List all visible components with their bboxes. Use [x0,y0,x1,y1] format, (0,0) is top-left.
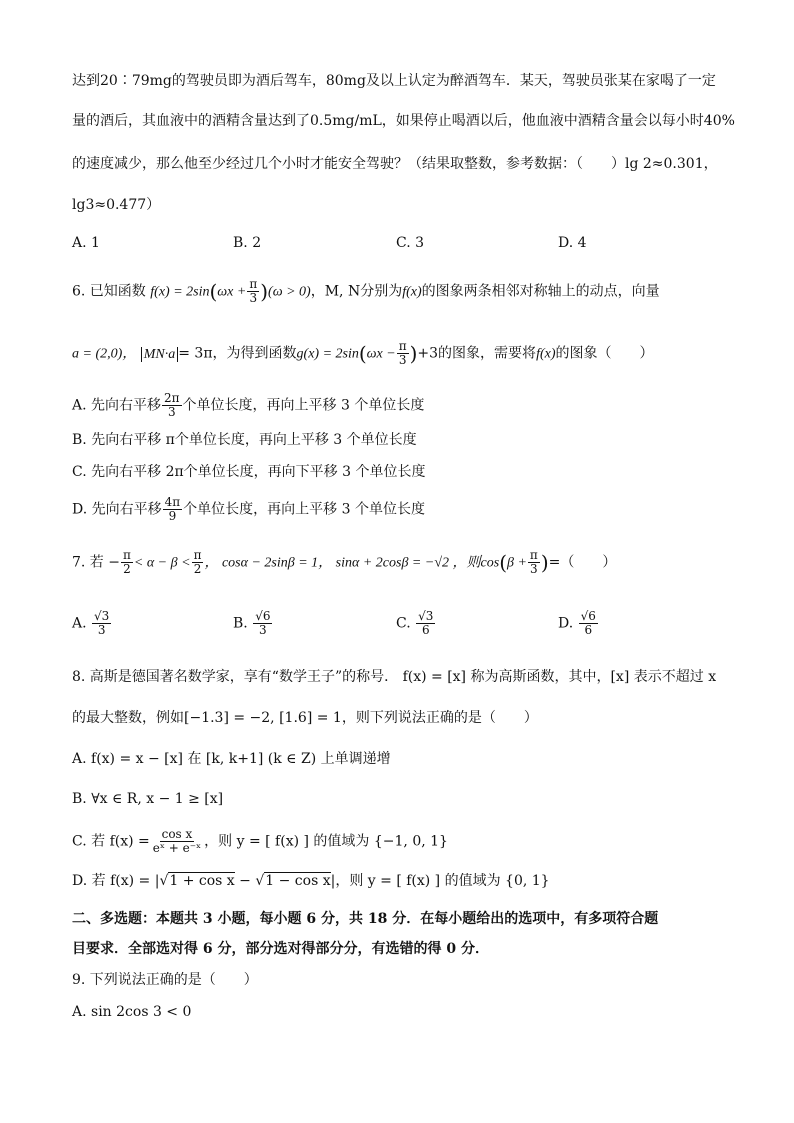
q8-line-2: 的最大整数，例如[−1.3] = −2, [1.6] = 1，则下列说法正确的是（ ） [72,710,538,726]
q5-option-b: B. 2 [233,235,262,251]
q7-option-a: A. $\frac{√3}{3}$ [72,609,110,637]
q8-line-1: 8. 高斯是德国著名数学家，享有“数学王子”的称号． f(x) = [x] 称为高斯函数，其中，[x] 表示不超过 x [72,669,717,685]
q7-stem: 7. 若 − $\frac{\pi}{2}$ < α − β < $\frac{\pi}{2}$ ， cosα − 2sinβ = 1， sinα + 2cosβ = −√2 ，则cos(β + $\frac{\pi}{3}$ )=（ ） [72,548,617,576]
q6-stem-line-1: 6. 已知函数 f(x) = 2sin(ωx + $\frac{\pi}{3}$ )(ω > 0)，M, N分别为f(x)的图象两条相邻对称轴上的动点，向量 [72,277,660,305]
q5-line-1: 达到20∶79mg的驾驶员即为酒后驾车，80mg及以上认定为醉酒驾车．某天，驾驶员张某在家喝了一定 [72,73,716,89]
q5-line-4: lg3≈0.477） [72,197,161,213]
q7-option-c: C. $\frac{√3}{6}$ [396,609,434,637]
vector-dot-abs: MN·a [141,347,179,362]
q6-option-c: C. 先向右平移 2π个单位长度，再向下平移 3 个单位长度 [72,464,426,480]
q6-option-d: D. 先向右平移 $\frac{4\pi}{9}$ 个单位长度，再向上平移 3 个单位长度 [72,495,425,523]
q5-option-a: A. 1 [72,235,100,251]
q8-option-d: D. 若 f(x) = |√1 + cos x − √1 − cos x|，则 y = [ f(x) ] 的值域为 {0, 1} [72,873,550,889]
q9-stem: 9. 下列说法正确的是（ ） [72,972,258,988]
q9-option-a: A. sin 2cos 3 < 0 [72,1004,192,1020]
pi-over-3-fraction: $\frac{\pi}{3}$ [249,277,258,305]
q5-option-c: C. 3 [396,235,425,251]
q7-option-d: D. $\frac{√6}{6}$ [558,609,596,637]
section-2-heading-line-1: 二、多选题：本题共 3 小题，每小题 6 分，共 18 分．在每小题给出的选项中，有多项符合题 [72,911,659,927]
q6-option-b: B. 先向右平移 π个单位长度，再向上平移 3 个单位长度 [72,432,417,448]
q7-option-b: B. $\frac{√6}{3}$ [233,609,271,637]
q6-stem-line-2: a = (2,0)， MN·a = 3π，为得到函数g(x) = 2sin(ωx − $\frac{\pi}{3}$ )+3的图象，需要将f(x)的图象（ ） [72,339,654,367]
q5-line-3: 的速度减少，那么他至少经过几个小时才能安全驾驶？（结果取整数，参考数据：（ ）lg 2≈0.301， [72,156,718,172]
q5-option-d: D. 4 [558,235,587,251]
section-2-heading-line-2: 目要求．全部选对得 6 分，部分选对得部分分，有选错的得 0 分． [72,941,489,957]
q8-option-b: B. ∀x ∈ R, x − 1 ≥ [x] [72,791,224,807]
q8-option-a: A. f(x) = x − [x] 在 [k, k+1] (k ∈ Z) 上单调递增 [72,751,391,767]
q6-option-a: A. 先向右平移 $\frac{2\pi}{3}$ 个单位长度，再向上平移 3 个单位长度 [72,391,425,419]
q8-option-c: C. 若 f(x) = $\frac{\text{cos x}}{\text{eˣ + e⁻ˣ}}$ ，则 y = [ f(x) ] 的值域为 {−1, 0, 1} [72,827,448,855]
q5-line-2: 量的酒后，其血液中的酒精含量达到了0.5mg/mL，如果停止喝酒以后，他血液中酒精含量会以每小时40% [72,113,735,129]
